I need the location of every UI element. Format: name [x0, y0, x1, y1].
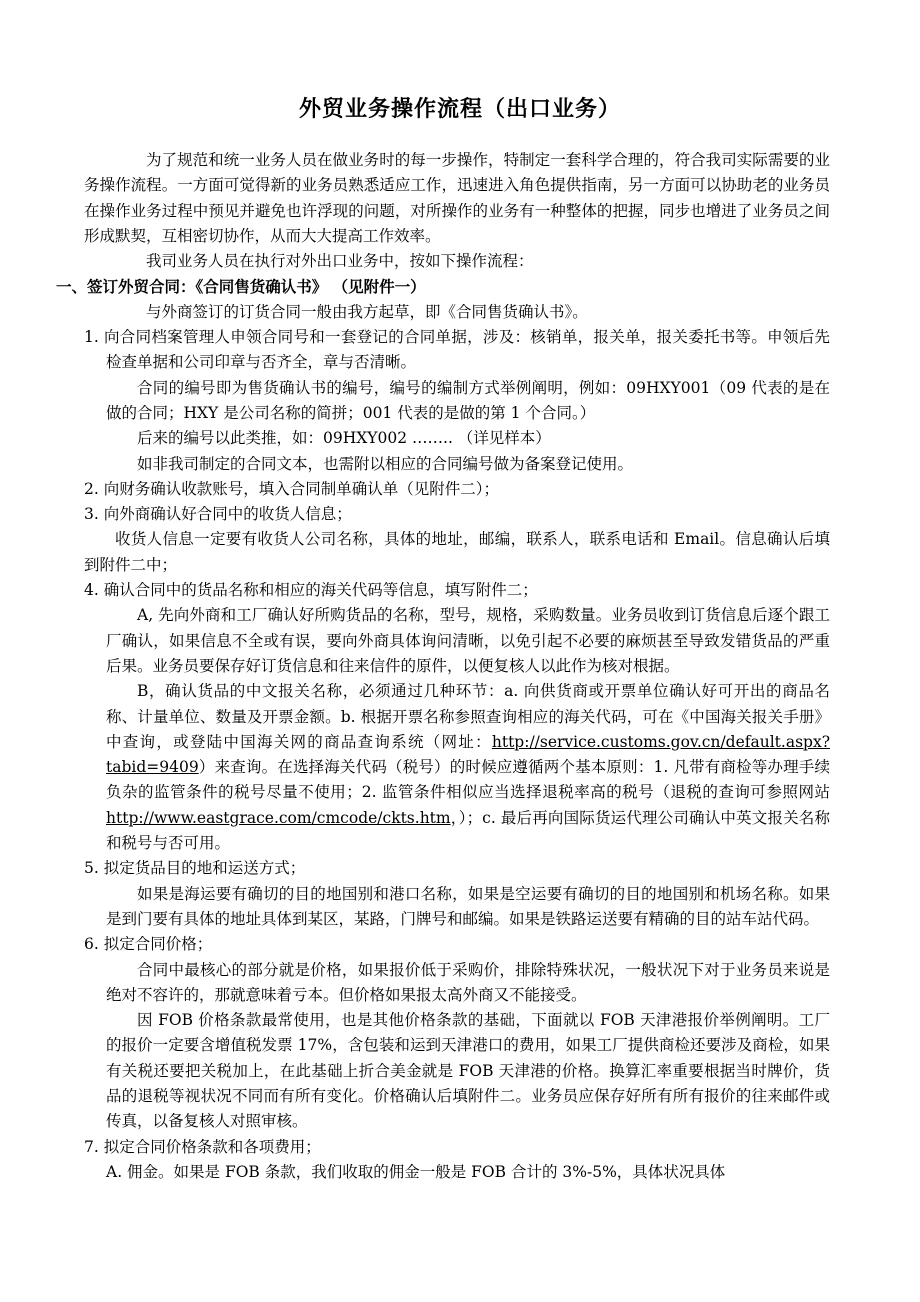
list-item-5: 5. 拟定货品目的地和运送方式； [84, 859, 306, 878]
document-title: 外贸业务操作流程（出口业务） [298, 96, 621, 122]
item-7-part-a: A. 佣金。如果是 FOB 条款，我们收取的佣金一般是 FOB 合计的 3%-5%，具体状况具体 [106, 1162, 726, 1181]
item-1-note-3: 如非我司制定的合同文本，也需附以相应的合同编号做为备案登记使用。 [137, 454, 634, 473]
section-heading-1: 一、签订外贸合同：《合同售货确认书》 （见附件一） [56, 277, 426, 297]
item-4-part-a: A, 先向外商和工厂确认好所购货品的名称，型号，规格，采购数量。业务员收到订货信息后逐个跟工厂确认，如果信息不全或有误，要向外商具体询问清晰，以免引起不必要的麻烦甚至导致发错货品的严重后果。业务员要保存好订货信息和往来信件的原件，以便复核人以此作为核对根据。 [106, 606, 830, 675]
item-4-b-text-4: ，）；c. 最后再向国际货运代理公司确认中英文报关名称和税号与否可用。 [106, 808, 830, 853]
list-item-6: 6. 拟定合同价格； [84, 935, 213, 954]
item-4-part-b [84, 679, 830, 856]
list-item-7: 7. 拟定合同价格条款和各项费用； [84, 1137, 321, 1156]
section-lead: 与外商签订的订货合同一般由我方起草，即《合同售货确认书》。 [146, 302, 588, 321]
item-1-note-1: 合同的编号即为售货确认书的编号，编号的编制方式举例阐明，例如：09HXY001（09 代表的是在做的合同；HXY 是公司名称的简拼；001 代表的是做的第 1 个合同。） [106, 378, 830, 422]
item-5-note: 如果是海运要有确切的目的地国别和港口名称，如果是空运要有确切的目的地国别和机场名称。如果是到门要有具体的地址具体到某区，某路，门牌号和邮编。如果是铁路运送要有精确的目的站车站代码。 [106, 884, 830, 928]
list-item-4: 4. 确认合同中的货品名称和相应的海关代码等信息，填写附件二； [84, 581, 538, 600]
item-1-note-2: 后来的编号以此类推，如：09HXY002 …….. （详见样本） [137, 429, 551, 448]
intro-paragraph: 为了规范和统一业务人员在做业务时的每一步操作，特制定一套科学合理的，符合我司实际需要的业务操作流程。一方面可觉得新的业务员熟悉适应工作，迅速进入角色提供指南，另一方面可以协助老的业务员在操作业务过程中预见并避免也许浮现的问题，对所操作的业务有一种整体的把握，同步也增进了业务员之间形成默契，互相密切协作，从而大大提高工作效率。 [84, 151, 830, 245]
item-6-note-1: 合同中最核心的部分就是价格，如果报价低于采购价，排除特殊状况，一般状况下对于业务员来说是绝对不容许的，那就意味着亏本。但价格如果报太高外商又不能接受。 [106, 960, 830, 1004]
list-item-3: 3. 向外商确认好合同中的收货人信息； [84, 505, 352, 524]
item-6-note-2: 因 FOB 价格条款最常使用，也是其他价格条款的基础，下面就以 FOB 天津港报价举例阐明。工厂的报价一定要含增值税发票 17%，含包装和运到天津港口的费用，如果工厂提供商检还要涉及商检，如果有关税还要把关税加上，在此基础上折合美金就是 FOB 天津港的价格。换算汇率重要根据当时牌价，货品的退税等视状况不同而有所有变化。价格确认后填附件二。业务员应保存好所有所有报价的往来邮件或传真，以备复核人对照审核。 [106, 1011, 830, 1131]
tax-refund-link[interactable]: http://www.eastgrace.com/cmcode/ckts.htm [106, 808, 451, 827]
item-4-b-text-3: 2. 监管条件相似应当选择退税率高的税号（退税的查询可参照网站 [361, 783, 830, 802]
customs-link[interactable]: http://service.customs.gov.cn/default.aspx?tabid=9409 [106, 732, 830, 777]
item-4-b-text-2: ）来查询。在选择海关代码（税号）的时候应遵循两个基本原则：1. 凡带有商检等办理手续负杂的监管条件的税号尽量不使用； [106, 758, 830, 802]
item-3-note: 收货人信息一定要有收货人公司名称，具体的地址，邮编，联系人，联系电话和 Email。信息确认后填到附件二中； [84, 530, 830, 574]
list-item-2: 2. 向财务确认收款账号，填入合同制单确认单（见附件二）； [84, 479, 499, 498]
intro-procedure-line: 我司业务人员在执行对外出口业务中，按如下操作流程： [146, 252, 534, 271]
item-4-b-text-1: B，确认货品的中文报关名称，必须通过几种环节：a. 向供货商或开票单位确认好可开出的商品名称、计量单位、数量及开票金额。b. 根据开票名称参照查询相应的海关代码，可在《中国海关报关手册》中查询，或登陆中国海关网的商品查询系统（网址： [106, 682, 830, 751]
list-item-1: 1. 向合同档案管理人申领合同号和一套登记的合同单据，涉及：核销单，报关单，报关委托书等。申领后先检查单据和公司印章与否齐全，章与否清晰。 [84, 328, 830, 372]
document-body [56, 148, 830, 1185]
